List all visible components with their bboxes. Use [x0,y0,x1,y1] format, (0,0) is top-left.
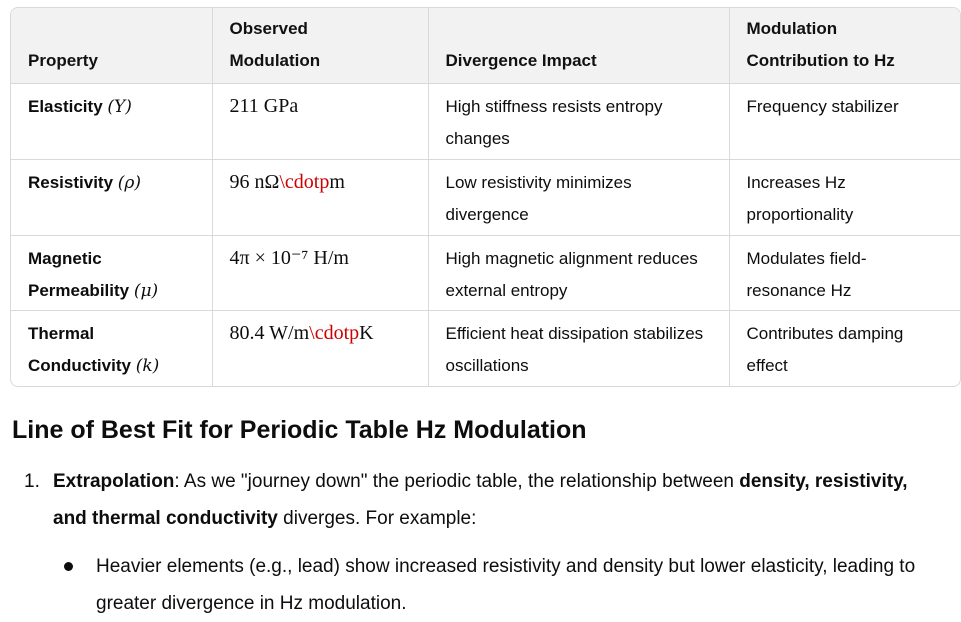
list-item-text: Extrapolation: As we "journey down" the periodic table, the relationship between density, resistivity, and thermal conductivity diverges. For example: [53,471,908,529]
cell-property: Resistivity (ρ) [28,172,142,193]
cell-modulation: 80.4 W/m\cdotpK [212,310,428,386]
cell-property: Thermal Conductivity (k) [28,323,160,376]
cell-modulation: 96 nΩ\cdotpm [212,159,428,235]
table-row [11,83,960,159]
list-number: 1. [24,471,40,492]
latex-error-text: \cdotp [309,321,360,344]
table-row [11,310,960,386]
table-row [11,159,960,235]
cell-impact: High stiffness resists entropy changes [428,83,729,159]
table-header-row [11,8,960,83]
cell-modulation: 4π × 10⁻⁷ H/m [212,235,428,310]
cell-impact: High magnetic alignment reduces external entropy [428,235,729,310]
cell-property: Elasticity (Y) [28,96,132,117]
cell-impact: Low resistivity minimizes divergence [428,159,729,235]
header-observed-modulation: Observed Modulation [212,8,428,83]
bullet-dot-icon [64,562,73,571]
header-property: Property [28,50,98,70]
cell-contribution: Modulates field-resonance Hz [729,235,960,310]
properties-table [10,7,961,387]
header-modulation-contribution: Modulation Contribution to Hz [729,8,960,83]
header-divergence-impact: Divergence Impact [428,8,729,83]
section-heading: Line of Best Fit for Periodic Table Hz Modulation [12,416,587,444]
latex-error-text: \cdotp [279,170,330,193]
cell-impact: Efficient heat dissipation stabilizes oscillations [428,310,729,386]
cell-modulation: 211 GPa [212,83,428,159]
cell-property: Magnetic Permeability (μ) [28,248,159,301]
cell-contribution: Contributes damping effect [729,310,960,386]
cell-contribution: Frequency stabilizer [729,83,960,159]
table-row [11,235,960,310]
cell-contribution: Increases Hz proportionality [729,159,960,235]
bullet-text: Heavier elements (e.g., lead) show increased resistivity and density but lower elasticity, leading to greater divergence in Hz modulation. [96,556,916,614]
